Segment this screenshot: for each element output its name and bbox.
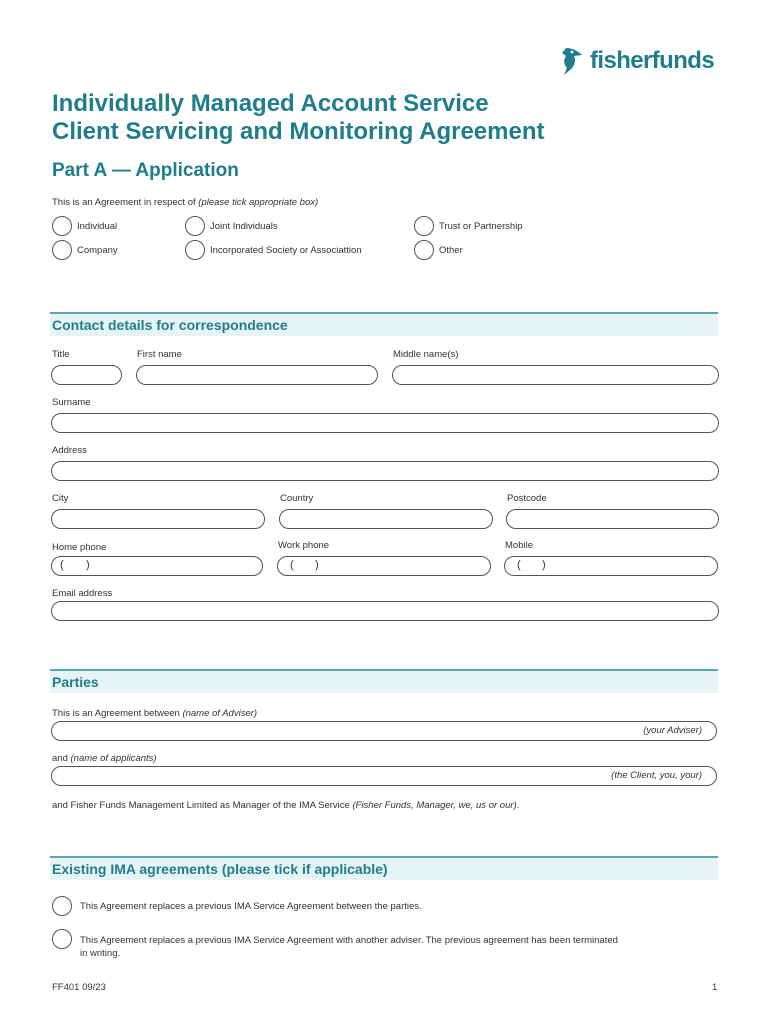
email-label: Email address bbox=[52, 588, 113, 599]
parties-section-heading bbox=[50, 669, 718, 693]
mobile-field[interactable] bbox=[504, 556, 718, 576]
postcode-label: Postcode bbox=[507, 493, 547, 504]
radio-label-trust-partnership: Trust or Partnership bbox=[439, 221, 523, 232]
home-phone-paren-open: ( bbox=[60, 559, 64, 571]
address-field[interactable] bbox=[51, 461, 719, 481]
parties-between-text: This is an Agreement between bbox=[52, 708, 183, 719]
existing-section-heading bbox=[50, 856, 718, 880]
radio-label-joint-individuals: Joint Individuals bbox=[210, 221, 278, 232]
adviser-name-field[interactable] bbox=[51, 721, 717, 741]
radio-replaces-other-adviser[interactable] bbox=[52, 929, 72, 949]
agreement-intro-text: This is an Agreement in respect of bbox=[52, 197, 199, 208]
country-field[interactable] bbox=[279, 509, 493, 529]
radio-company[interactable] bbox=[52, 240, 72, 260]
country-label: Country bbox=[280, 493, 314, 504]
manager-statement bbox=[52, 800, 519, 811]
radio-trust-partnership[interactable] bbox=[414, 216, 434, 236]
first-name-label: First name bbox=[137, 349, 182, 360]
radio-label-company: Company bbox=[77, 245, 118, 256]
home-phone-field[interactable] bbox=[51, 556, 263, 576]
mobile-paren-close: ) bbox=[542, 559, 546, 571]
kingfisher-icon bbox=[560, 46, 586, 76]
work-phone-label: Work phone bbox=[278, 540, 330, 551]
mobile-label: Mobile bbox=[505, 540, 533, 551]
radio-joint-individuals[interactable] bbox=[185, 216, 205, 236]
parties-between-note: (name of Adviser) bbox=[182, 708, 258, 719]
parties-between bbox=[52, 708, 257, 719]
middle-name-field[interactable] bbox=[392, 365, 719, 385]
work-phone-paren-close: ) bbox=[315, 559, 319, 571]
radio-label-other: Other bbox=[439, 245, 463, 256]
brand-name: fisherfunds bbox=[590, 47, 715, 74]
title-field[interactable] bbox=[51, 365, 122, 385]
parties-heading-text: Parties bbox=[52, 674, 99, 690]
manager-end: . bbox=[516, 800, 520, 811]
existing-option-2 bbox=[80, 934, 618, 960]
agreement-intro bbox=[52, 197, 318, 208]
page-number: 1 bbox=[712, 982, 718, 993]
radio-other[interactable] bbox=[414, 240, 434, 260]
mobile-paren-open: ( bbox=[517, 559, 521, 571]
parties-and bbox=[52, 753, 157, 764]
contact-heading-text: Contact details for correspondence bbox=[52, 317, 288, 333]
home-phone-paren-close: ) bbox=[86, 559, 90, 571]
agreement-intro-note: (please tick appropriate box) bbox=[198, 197, 319, 208]
first-name-field[interactable] bbox=[136, 365, 378, 385]
client-suffix: (the Client, you, your) bbox=[611, 770, 702, 781]
surname-field[interactable] bbox=[51, 413, 719, 433]
parties-and-note: (name of applicants) bbox=[70, 753, 157, 764]
work-phone-paren-open: ( bbox=[290, 559, 294, 571]
work-phone-field[interactable] bbox=[277, 556, 491, 576]
part-heading: Part A — Application bbox=[52, 160, 239, 181]
radio-label-incorporated-society: Incorporated Society or Associattion bbox=[210, 245, 362, 256]
home-phone-label: Home phone bbox=[52, 542, 107, 553]
contact-section-heading bbox=[50, 312, 718, 336]
existing-option-2-line-2: in writing. bbox=[80, 948, 121, 959]
address-label: Address bbox=[52, 445, 87, 456]
existing-option-2-line-1: This Agreement replaces a previous IMA Service Agreement with another adviser. The previous agreement has been terminated bbox=[80, 935, 618, 946]
title-line-2: Client Servicing and Monitoring Agreement bbox=[52, 118, 545, 145]
city-label: City bbox=[52, 493, 69, 504]
applicant-name-field[interactable] bbox=[51, 766, 717, 786]
manager-text: and Fisher Funds Management Limited as Manager of the IMA Service bbox=[52, 800, 353, 811]
existing-option-1: This Agreement replaces a previous IMA Service Agreement between the parties. bbox=[80, 901, 422, 912]
postcode-field[interactable] bbox=[506, 509, 719, 529]
city-field[interactable] bbox=[51, 509, 265, 529]
adviser-suffix: (your Adviser) bbox=[643, 725, 702, 736]
parties-and-text: and bbox=[52, 753, 71, 764]
radio-label-individual: Individual bbox=[77, 221, 118, 232]
surname-label: Surname bbox=[52, 397, 91, 408]
existing-heading-text: Existing IMA agreements (please tick if applicable) bbox=[52, 861, 388, 877]
brand-logo bbox=[560, 46, 714, 76]
radio-replaces-same-parties[interactable] bbox=[52, 896, 72, 916]
title-line-1: Individually Managed Account Service bbox=[52, 90, 489, 117]
middle-name-label: Middle name(s) bbox=[393, 349, 459, 360]
title-label: Title bbox=[52, 349, 70, 360]
radio-individual[interactable] bbox=[52, 216, 72, 236]
radio-incorporated-society[interactable] bbox=[185, 240, 205, 260]
manager-note: (Fisher Funds, Manager, we, us or our) bbox=[352, 800, 517, 811]
page-title bbox=[52, 90, 545, 146]
form-code: FF401 09/23 bbox=[52, 982, 106, 993]
email-field[interactable] bbox=[51, 601, 719, 621]
